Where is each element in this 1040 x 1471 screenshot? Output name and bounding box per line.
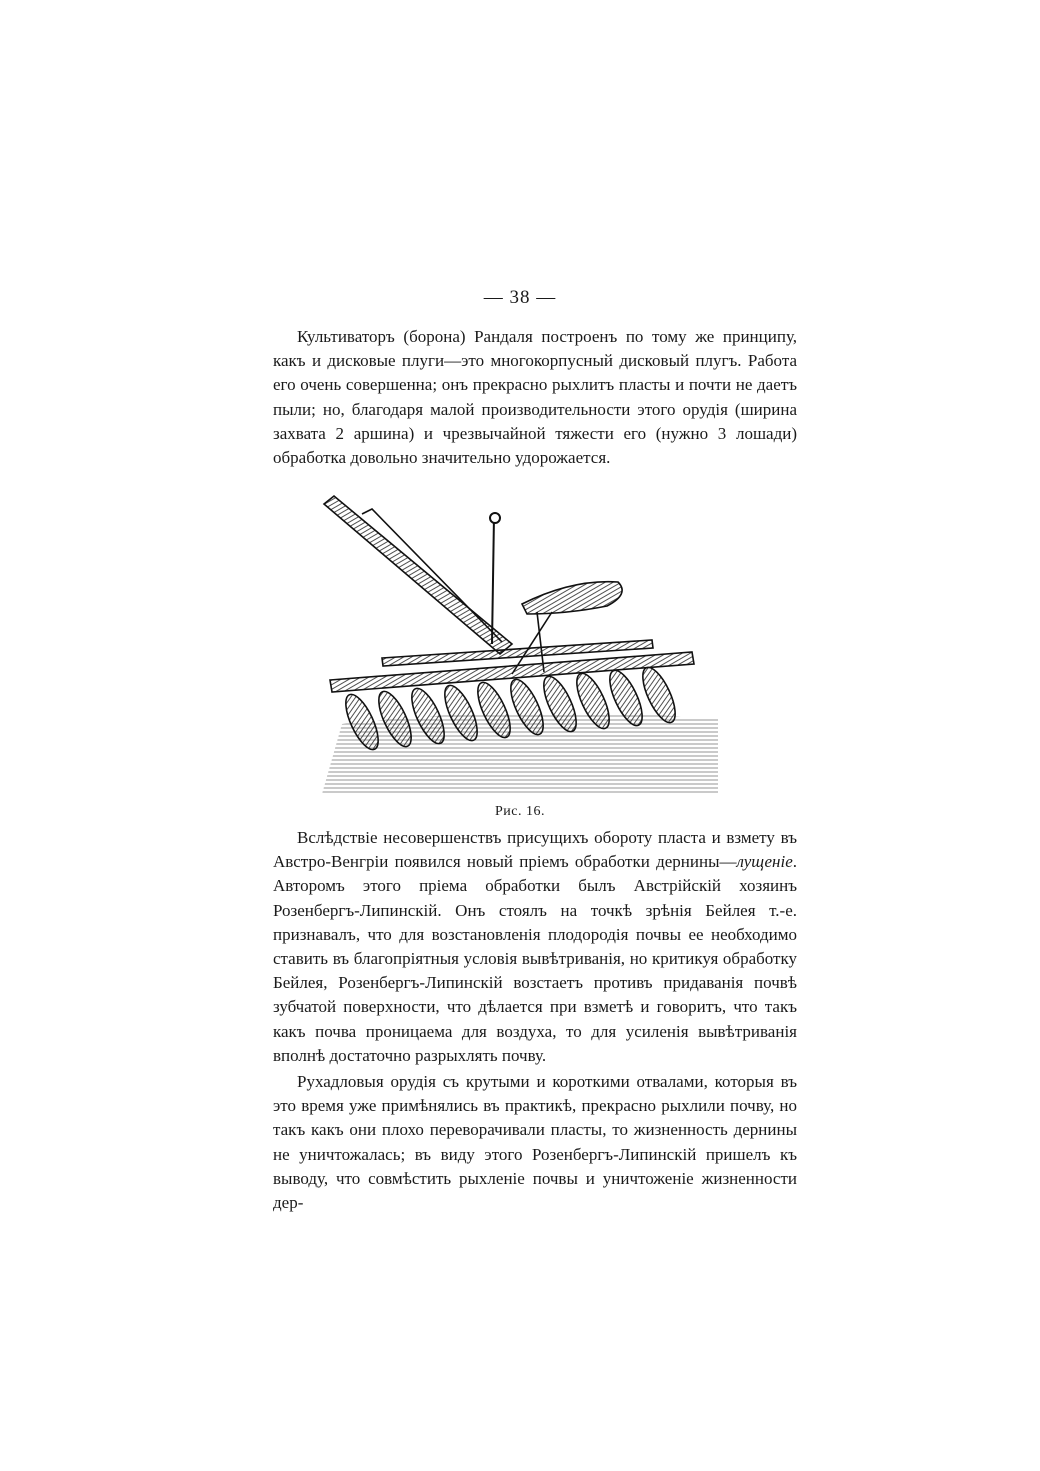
ground-hatching — [322, 713, 718, 794]
lever — [490, 513, 500, 644]
term-lushchenie: лущеніе — [736, 852, 793, 872]
draw-pole — [324, 496, 512, 654]
paragraph-text: Культиваторъ (борона) Рандаля построенъ по тому же принципу, какъ и дисковые плуги—это многокорпусный дисковый плугъ. Работа его очень совершенна; онъ прекрасно рыхлитъ пласты и почти не даетъ пыли; но, благодаря малой производительности этого орудія (ширина захвата 2 аршина) и чрезвычайной тяжести его (нужно 3 лошади) обработка довольно значительно удорожается. — [273, 327, 797, 468]
paragraph-text: Рухадловыя орудія съ крутыми и короткими отвалами, которыя въ это время уже примѣнялись въ практикѣ, прекрасно рыхлили почву, но такъ какъ они плохо переворачивали пласты, то жизненность дернины не уничтожалась; въ виду этого Розенбергъ-Липинскій пришелъ къ выводу, что совмѣстить рыхленіе почвы и уничтоженіе жизненности дер- — [273, 1072, 797, 1213]
paragraph-text — [273, 826, 797, 1068]
paragraph-lushchenie — [273, 826, 797, 1068]
figure-disc-harrow-engraving — [322, 494, 718, 794]
page-number: — 38 — — [483, 287, 557, 308]
text-after-term: . Авторомъ этого пріема обработки былъ Австрійскій хозяинъ Розенбергъ-Липинскій. Онъ стоялъ на точкѣ зрѣнія Бейлея т.-е. признавалъ, что для возстановленія плодородія почвы ее необходимо ставить въ благопріятныя условія вывѣтриванія, но критикуя обработку Бейлея, Розенбергъ-Липинскій возстаетъ противъ придаванія почвѣ зубчатой поверхности, что дѣлается при взметѣ и говоритъ, что такъ какъ почва проницаема для воздуха, то для усиленія вывѣтриванія вполнѣ достаточно разрыхлять почву. — [273, 852, 797, 1065]
paragraph-randall-cultivator — [273, 325, 797, 470]
disc-harrow-illustration — [322, 494, 718, 794]
figure-caption: Рис. 16. — [495, 804, 545, 819]
paragraph-rukhadlo-tools — [273, 1070, 797, 1215]
text-before-term: Вслѣдствіе несовершенствъ присущихъ обороту пласта и взмету въ Австро-Венгріи появился новый пріемъ обработки дернины— — [273, 828, 797, 872]
